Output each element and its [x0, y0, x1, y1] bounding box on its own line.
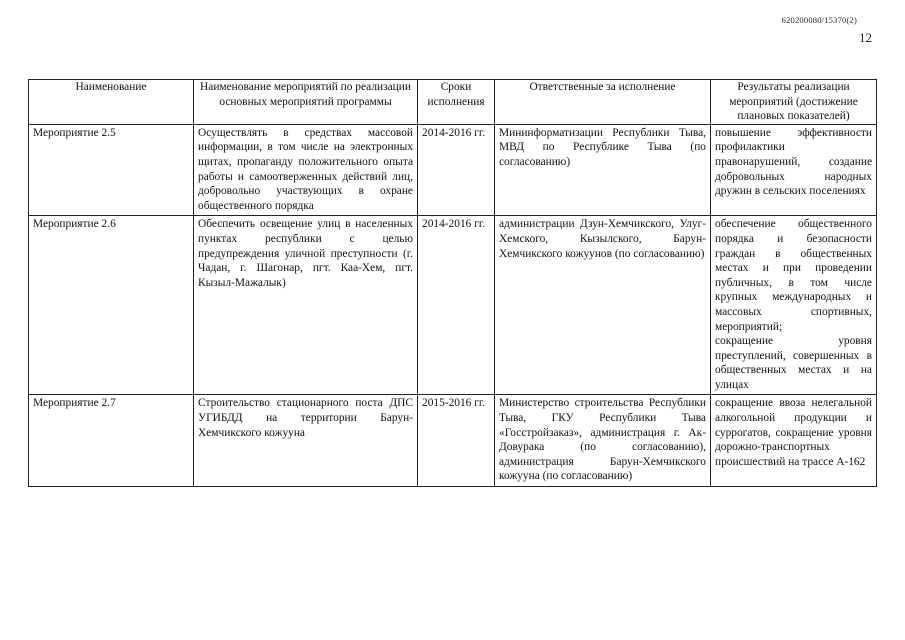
cell-name: Мероприятие 2.7: [29, 395, 194, 487]
column-header-name: Наименование: [29, 80, 194, 125]
column-header-results: Результаты реализации мероприятий (достижение плановых показателей): [711, 80, 877, 125]
page-number: 12: [859, 30, 872, 45]
cell-responsible: Мининформатизации Республики Тыва, МВД по Республике Тыва (по согласованию): [495, 124, 711, 216]
cell-results: [711, 216, 877, 395]
column-header-activity: Наименование мероприятий по реализации основных мероприятий программы: [194, 80, 418, 125]
table-row: [29, 216, 877, 395]
cell-term: 2015-2016 гг.: [418, 395, 495, 487]
table-row: [29, 395, 877, 487]
column-header-responsible: Ответственные за исполнение: [495, 80, 711, 125]
cell-activity: Строительство стационарного поста ДПС УГИБДД на территории Барун-Хемчикского кожууна: [194, 395, 418, 487]
cell-results: [711, 124, 877, 216]
activities-table: [28, 79, 877, 487]
cell-activity: Осуществлять в средствах массовой информации, в том числе на электронных щитах, пропаганду положительного опыта работы и самоотверженных действий лиц, добровольно участвующих в охране общественного порядка: [194, 124, 418, 216]
cell-responsible: Министерство строительства Республики Тыва, ГКУ Республики Тыва «Госстройзаказ», администрация г. Ак-Довурака (по согласованию), администрация Барун-Хемчикского кожууна (по согласованию): [495, 395, 711, 487]
result-item: повышение эффективности профилактики правонарушений, создание добровольных народных дружин в сельских поселениях: [715, 126, 872, 198]
cell-responsible: администрации Дзун-Хемчикского, Улуг-Хемского, Кызылского, Барун-Хемчикского кожуунов (по согласованию): [495, 216, 711, 395]
table-row: [29, 124, 877, 216]
cell-results: [711, 395, 877, 487]
cell-term: 2014-2016 гг.: [418, 124, 495, 216]
column-header-term: Сроки исполнения: [418, 80, 495, 125]
cell-name: Мероприятие 2.5: [29, 124, 194, 216]
result-item: сокращение уровня преступлений, совершенных в общественных местах и на улицах: [715, 335, 872, 391]
cell-term: 2014-2016 гг.: [418, 216, 495, 395]
document-id: 620200080/15370(2): [781, 15, 857, 25]
table-header-row: [29, 80, 877, 125]
cell-activity: Обеспечить освещение улиц в населенных пунктах республики с целью предупреждения уличной преступности (г. Чадан, г. Шагонар, пгт. Каа-Хем, пгт. Кызыл-Мажалык): [194, 216, 418, 395]
result-item: обеспечение общественного порядка и безопасности граждан в общественных местах и при проведении публичных, в том числе крупных международных и массовых спортивных, мероприятий;: [715, 218, 872, 333]
result-item: сокращение ввоза нелегальной алкогольной продукции и суррогатов, сокращение уровня дорожно-транспортных происшествий на трассе А-162: [715, 397, 872, 468]
cell-name: Мероприятие 2.6: [29, 216, 194, 395]
